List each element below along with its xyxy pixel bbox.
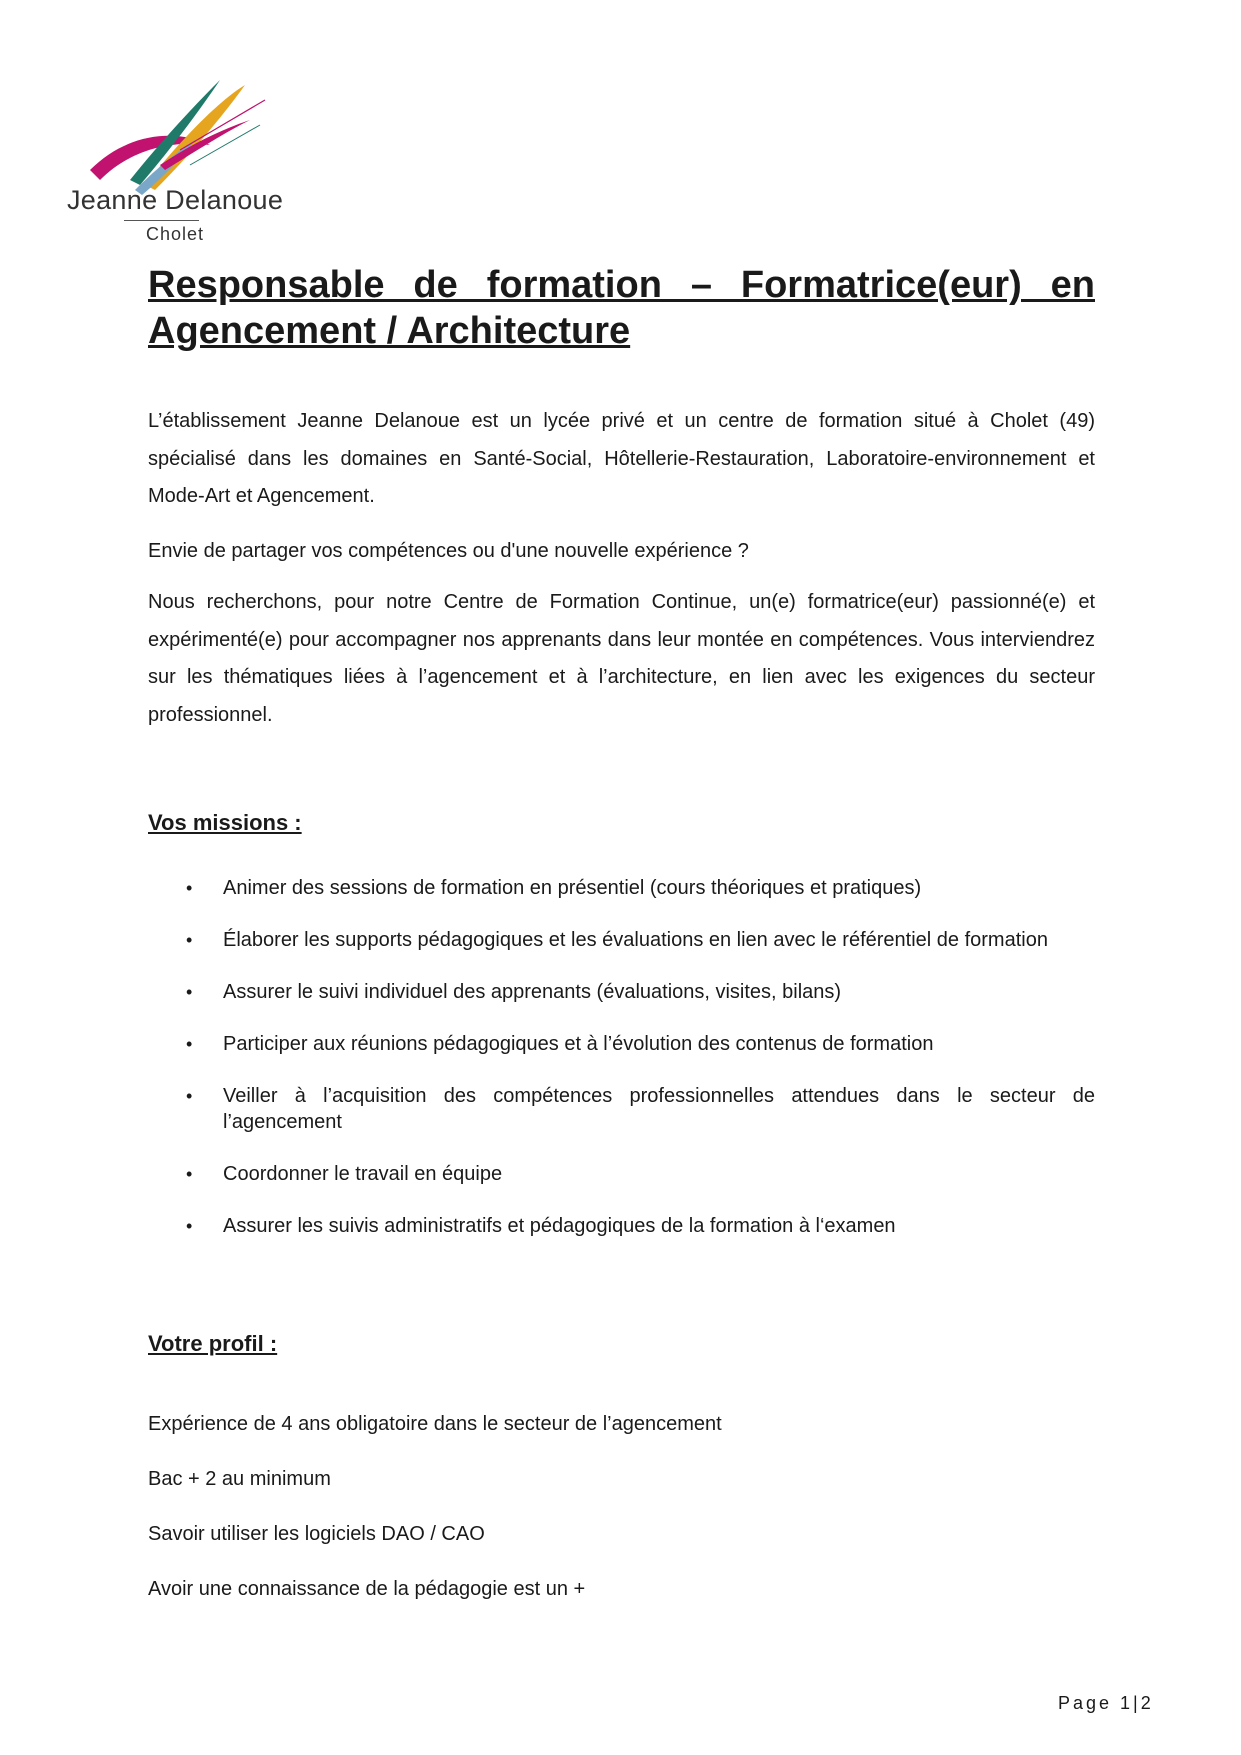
intro-paragraph: L’établissement Jeanne Delanoue est un lycée privé et un centre de formation situé à Cholet (49) spécialisé dans les domaines en Santé-Social, Hôtellerie-Restauration, Laboratoire-environnement et Mode-Art et Agencement. [148,410,1095,507]
mission-text: Animer des sessions de formation en présentiel (cours théoriques et pratiques) [223,877,922,899]
logo-divider [124,220,199,221]
page-title: Responsable de formation – Formatrice(eur) en Agencement / Architecture [148,264,1095,352]
mission-text: Coordonner le travail en équipe [223,1163,503,1185]
logo-name: Jeanne Delanoue [67,185,284,215]
bullet-icon: • [186,930,193,950]
list-item [148,875,1095,901]
mission-text: Élaborer les supports pédagogiques et les évaluations en lien avec le référentiel de formation [223,929,1048,951]
missions-list [148,875,1095,1239]
missions-heading: Vos missions : [148,810,302,835]
bullet-icon: • [186,1034,193,1054]
bullet-icon: • [186,1086,193,1106]
list-item [148,979,1095,1005]
profil-item: Savoir utiliser les logiciels DAO / CAO [148,1523,485,1545]
page-number: Page 1|2 [1058,1693,1154,1713]
profil-item: Expérience de 4 ans obligatoire dans le secteur de l’agencement [148,1413,722,1435]
mission-text: Veiller à l’acquisition des compétences professionnelles attendues dans le secteur de l’agencement [223,1085,1095,1133]
profil-item: Avoir une connaissance de la pédagogie est un + [148,1578,586,1600]
list-item [148,1161,1095,1187]
logo-strokes [60,70,270,250]
profil-heading: Votre profil : [148,1331,278,1356]
recherche-paragraph: Nous recherchons, pour notre Centre de Formation Continue, un(e) formatrice(eur) passionné(e) et expérimenté(e) pour accompagner nos apprenants dans leur montée en compétences. Vous interviendrez sur les thématiques liées à l’agencement et à l’architecture, en lien avec les exigences du secteur professionnel. [148,591,1095,726]
mission-text: Assurer le suivi individuel des apprenants (évaluations, visites, bilans) [223,981,842,1003]
list-item [148,1031,1095,1057]
list-item [148,1213,1095,1239]
list-item [148,927,1095,953]
mission-text: Participer aux réunions pédagogiques et à l’évolution des contenus de formation [223,1033,934,1055]
envie-paragraph: Envie de partager vos compétences ou d'une nouvelle expérience ? [148,540,749,562]
mission-text: Assurer les suivis administratifs et pédagogiques de la formation à l‘examen [223,1215,896,1237]
bullet-icon: • [186,1216,193,1236]
list-item [148,1083,1095,1135]
logo-city: Cholet [146,224,205,244]
bullet-icon: • [186,1164,193,1184]
bullet-icon: • [186,878,193,898]
bullet-icon: • [186,982,193,1002]
profil-item: Bac + 2 au minimum [148,1468,331,1490]
